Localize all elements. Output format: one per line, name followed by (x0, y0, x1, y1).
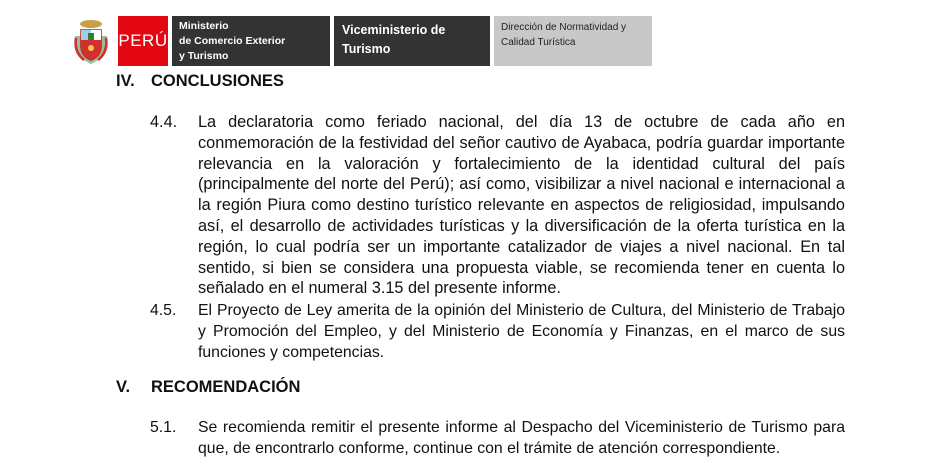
paragraph: Se recomienda remitir el presente informe al Despacho del Viceministerio de Turismo para que, de encontrarlo conforme, continue con el trámite de atención correspondiente. (198, 419, 845, 457)
paragraph: El Proyecto de Ley amerita de la opinión del Ministerio de Cultura, del Ministerio de Trabajo y Promoción del Empleo, y del Ministerio de Economía y Finanzas, en el marco de sus funciones y competencias. (198, 302, 845, 361)
viceministry-label: Viceministerio de Turismo (334, 16, 490, 66)
paragraph: La declaratoria como feriado nacional, del día 13 de octubre de cada año en conmemoración de la festividad del señor cautivo de Ayabaca, podría guardar importante relevancia en la valoración y fortalecimiento de la identidad cultural del país (principalmente del norte del Perú); así como, visibilizar a nivel nacional e internacional a la región Piura como destino turístico relevante en aspectos de religiosidad, impulsando así, el desarrollo de actividades turísticas y la diversificación de la oferta turística en la región, lo cual podría ser un importante catalizador de viajes a nivel nacional. En tal sentido, si bien se considera una propuesta viable, se recomienda tener en cuenta lo señalado en el numeral 3.15 del presente informe. (198, 113, 845, 298)
ministry-label: Ministerio de Comercio Exterior y Turismo (172, 16, 330, 66)
direction-label: Dirección de Normatividad y Calidad Turística (494, 16, 652, 66)
coat-of-arms-icon (72, 16, 110, 66)
peru-brand: PERÚ (118, 16, 168, 66)
